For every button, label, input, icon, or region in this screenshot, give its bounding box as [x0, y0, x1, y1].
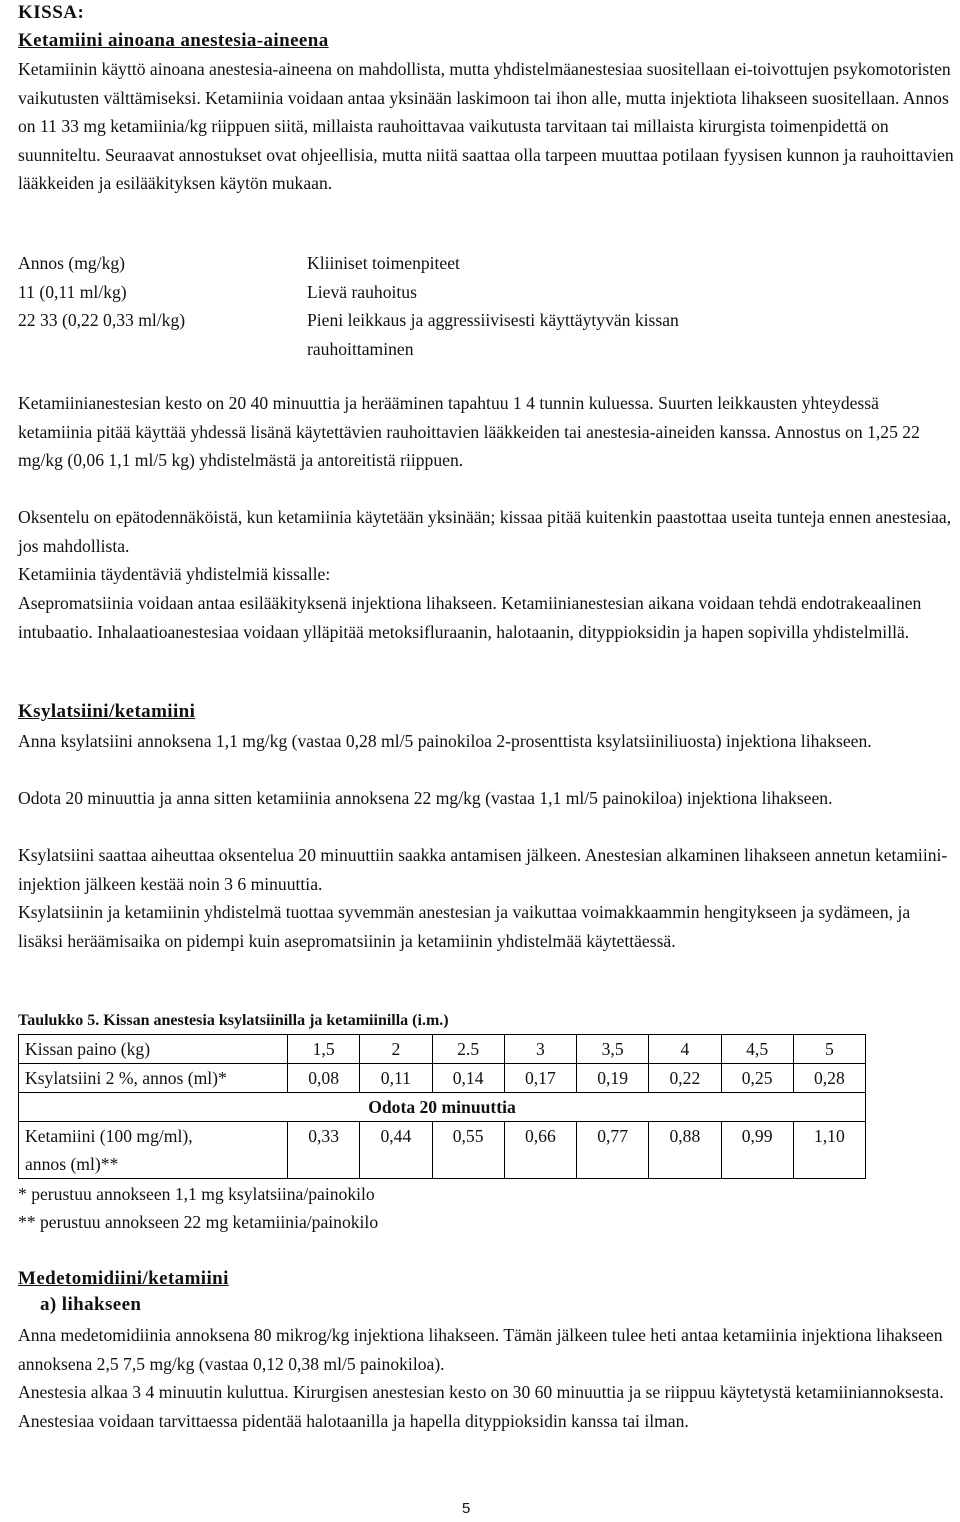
table-cell: 1,5 — [288, 1035, 360, 1064]
dose-header-dose: Annos (mg/kg) — [18, 253, 126, 273]
table-row-weight — [19, 1035, 866, 1064]
section-title-xylazine-ketamine: Ksylatsiini/ketamiini — [18, 701, 196, 722]
table-row-xylazine — [19, 1064, 866, 1093]
section-title-medetomidine-ketamine: Medetomidiini/ketamiini — [18, 1268, 229, 1289]
paragraph-anesthesia-duration: Anestesia alkaa 3 4 minuutin kuluttua. Kirurgisen anestesian kesto on 30 60 minuuttia ja se riippuu käytetystä ketamiiniannoksesta. Anestesiaa voidaan tarvittaessa pidentää halotaanilla ja hapella dityppioksidin kanssa tai ilman. — [18, 1382, 944, 1431]
paragraph-intro: Ketamiinin käyttö ainoana anestesia-aineena on mahdollista, mutta yhdistelmäanestesiaa suositellaan ei-toivottujen psykomotoristen vaikutusten välttämiseksi. Ketamiinia voidaan antaa yksinään laskimoon tai ihon alle, mutta injektiota lihakseen suositellaan. Annos on 11 33 mg ketamiinia/kg riippuen siitä, millaista rauhoittavaa vaikutusta tarvitaan tai millaista kirurgista toimenpidettä on suunniteltu. Seuraavat annostukset ovat ohjeellisia, mutta niitä saattaa olla tarpeen muuttaa potilaan fyysisen kunnon ja rauhoittavien lääkkeiden ja esilääkityksen käytön mukaan. — [18, 59, 954, 193]
dose-table-row — [18, 306, 747, 363]
table-cell: 0,66 — [504, 1122, 576, 1179]
table-cell: 0,22 — [649, 1064, 721, 1093]
row-label: Ksylatsiini 2 %, annos (ml)* — [19, 1064, 288, 1093]
table-cell: 0,55 — [432, 1122, 504, 1179]
table-row-ketamine — [19, 1122, 866, 1179]
table-row-wait — [19, 1093, 866, 1122]
table-cell: 0,28 — [793, 1064, 865, 1093]
row-label-line: Ketamiini (100 mg/ml), — [25, 1126, 193, 1146]
paragraph-xylazine-dose: Anna ksylatsiini annoksena 1,1 mg/kg (vastaa 0,28 ml/5 painokiloa 2-prosenttista ksylatsiiniliuosta) injektiona lihakseen. — [18, 731, 872, 751]
row-label: Kissan paino (kg) — [19, 1035, 288, 1064]
table-cell: 0,17 — [504, 1064, 576, 1093]
page-number: 5 — [462, 1500, 471, 1517]
dose-table-row — [18, 278, 747, 307]
table-cell: 0,44 — [360, 1122, 432, 1179]
table-cell: 4 — [649, 1035, 721, 1064]
table-cell: 0,19 — [577, 1064, 649, 1093]
dose-table-header — [18, 249, 747, 278]
table-cell: 0,08 — [288, 1064, 360, 1093]
dose-weight-table — [18, 1034, 866, 1179]
table-cell: 0,77 — [577, 1122, 649, 1179]
paragraph-effects: Ksylatsiinin ja ketamiinin yhdistelmä tuottaa syvemmän anestesian ja vaikuttaa voimakkaammin hengitykseen ja sydämeen, ja lisäksi heräämisaika on pidempi kuin asepromatsiinin ja ketamiinin yhdistelmää käytettäessä. — [18, 902, 911, 951]
table-cell: 0,11 — [360, 1064, 432, 1093]
table-cell: 0,14 — [432, 1064, 504, 1093]
section-title-ketamine: Ketamiini ainoana anestesia-aineena — [18, 30, 329, 51]
dose-header-procedure: Kliiniset toimenpiteet — [307, 253, 460, 273]
footnote-xylazine: * perustuu annokseen 1,1 mg ksylatsiina/painokilo — [18, 1184, 375, 1204]
paragraph-duration: Ketamiinianestesian kesto on 20 40 minuuttia ja herääminen tapahtuu 1 4 tunnin kuluessa. Suurten leikkausten yhteydessä ketamiinia pitää käyttää yhdessä lisänä käytettävien rauhoittavien lääkkeiden tai anestesia-aineiden kanssa. Annostus on 1,25 22 mg/kg (0,06 1,1 ml/5 kg) yhdistelmästä ja antoreitistä riippuen. — [18, 393, 920, 470]
table-cell: 0,25 — [721, 1064, 793, 1093]
table-cell: 2 — [360, 1035, 432, 1064]
table-cell: 2.5 — [432, 1035, 504, 1064]
paragraph-onset: Ksylatsiini saattaa aiheuttaa oksentelua 20 minuuttiin saakka antamisen jälkeen. Anestesian alkaminen lihakseen annetun ketamiini-injektion jälkeen kestää noin 3 6 minuuttia. — [18, 845, 948, 894]
dose-table — [18, 249, 747, 363]
table-cell: 1,10 — [793, 1122, 865, 1179]
table-cell: 3 — [504, 1035, 576, 1064]
page-heading: KISSA: — [18, 2, 85, 23]
table-cell: 0,33 — [288, 1122, 360, 1179]
table-cell: 0,99 — [721, 1122, 793, 1179]
table-cell: 4,5 — [721, 1035, 793, 1064]
paragraph-ketamine-dose: Odota 20 minuuttia ja anna sitten ketamiinia annoksena 22 mg/kg (vastaa 1,1 ml/5 painokiloa) injektiona lihakseen. — [18, 788, 833, 808]
dose-value: 22 33 (0,22 0,33 ml/kg) — [18, 310, 186, 330]
footnote-ketamine: ** perustuu annokseen 22 mg ketamiinia/painokilo — [18, 1212, 379, 1232]
dose-value: 11 (0,11 ml/kg) — [18, 281, 127, 302]
table-cell: 0,88 — [649, 1122, 721, 1179]
list-label-intramuscular: a) lihakseen — [40, 1294, 142, 1315]
wait-cell: Odota 20 minuuttia — [19, 1093, 866, 1122]
table-cell: 5 — [793, 1035, 865, 1064]
table-caption: Taulukko 5. Kissan anestesia ksylatsiinilla ja ketamiinilla (i.m.) — [18, 1012, 449, 1029]
paragraph-medetomidine-dose: Anna medetomidiinia annoksena 80 mikrog/kg injektiona lihakseen. Tämän jälkeen tulee heti antaa ketamiinia injektiona lihakseen annoksena 2,5 7,5 mg/kg (vastaa 0,12 0,38 ml/5 painokiloa). — [18, 1325, 943, 1374]
dose-procedure: Lievä rauhoitus — [307, 281, 417, 302]
row-label-ketamine — [19, 1122, 288, 1179]
paragraph-combinations: Asepromatsiinia voidaan antaa esilääkityksenä injektiona lihakseen. Ketamiinianestesian aikana voidaan tehdä endotrakeaalinen intubaatio. Inhalaatioanestesiaa voidaan ylläpitää metoksifluraanin, halotaanin, dityppioksidin ja hapen sopivilla yhdistelmillä. — [18, 593, 922, 642]
row-label-line: annos (ml)** — [25, 1154, 119, 1174]
table-cell: 3,5 — [577, 1035, 649, 1064]
paragraph-combinations-label: Ketamiinia täydentäviä yhdistelmiä kissalle: — [18, 564, 331, 584]
paragraph-vomiting: Oksentelu on epätodennäköistä, kun ketamiinia käytetään yksinään; kissaa pitää kuitenkin paastottaa useita tunteja ennen anestesiaa, jos mahdollista. — [18, 507, 952, 556]
dose-procedure: Pieni leikkaus ja aggressiivisesti käyttäytyvän kissan rauhoittaminen — [307, 310, 679, 359]
